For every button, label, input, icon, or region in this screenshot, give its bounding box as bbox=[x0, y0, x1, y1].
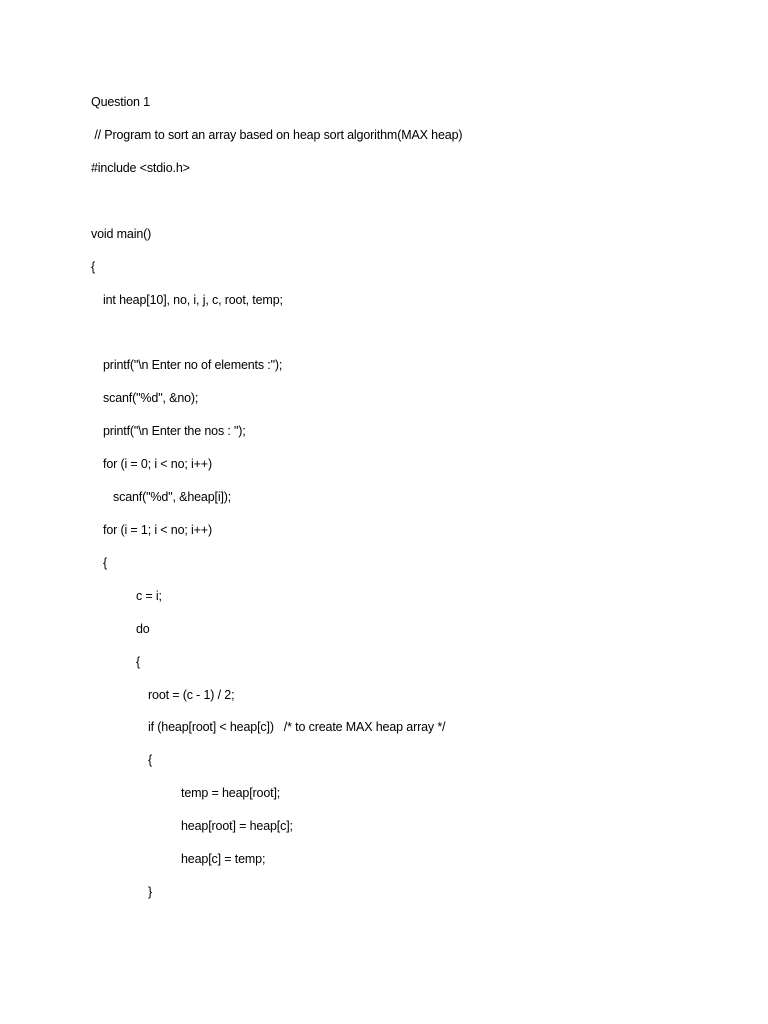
code-temp-assign: temp = heap[root]; bbox=[181, 786, 281, 800]
code-do-keyword: do bbox=[136, 622, 150, 636]
code-main-signature: void main() bbox=[91, 227, 152, 241]
code-comment-line: // Program to sort an array based on heap sort algorithm(MAX heap) bbox=[91, 128, 463, 142]
code-heap-root-assign: heap[root] = heap[c]; bbox=[181, 819, 293, 833]
code-variable-declaration: int heap[10], no, i, j, c, root, temp; bbox=[103, 293, 283, 307]
code-for-input-loop: for (i = 0; i < no; i++) bbox=[103, 457, 212, 471]
code-heap-c-assign: heap[c] = temp; bbox=[181, 852, 266, 866]
code-if-condition: if (heap[root] < heap[c]) /* to create MAX heap array */ bbox=[148, 720, 446, 734]
code-scanf-heap: scanf("%d", &heap[i]); bbox=[113, 490, 232, 504]
code-scanf-count: scanf("%d", &no); bbox=[103, 391, 199, 405]
question-heading: Question 1 bbox=[91, 95, 150, 109]
code-open-brace-for: { bbox=[103, 556, 108, 570]
code-include-line: #include <stdio.h> bbox=[91, 161, 190, 175]
code-printf-elements: printf("\n Enter no of elements :"); bbox=[103, 358, 283, 372]
code-for-heapify-loop: for (i = 1; i < no; i++) bbox=[103, 523, 212, 537]
code-assign-c: c = i; bbox=[136, 589, 162, 603]
code-printf-nos: printf("\n Enter the nos : "); bbox=[103, 424, 246, 438]
code-close-brace-if: } bbox=[148, 885, 153, 899]
code-root-assign: root = (c - 1) / 2; bbox=[148, 688, 235, 702]
code-open-brace-if: { bbox=[148, 753, 153, 767]
code-open-brace-main: { bbox=[91, 260, 96, 274]
code-open-brace-do: { bbox=[136, 655, 141, 669]
